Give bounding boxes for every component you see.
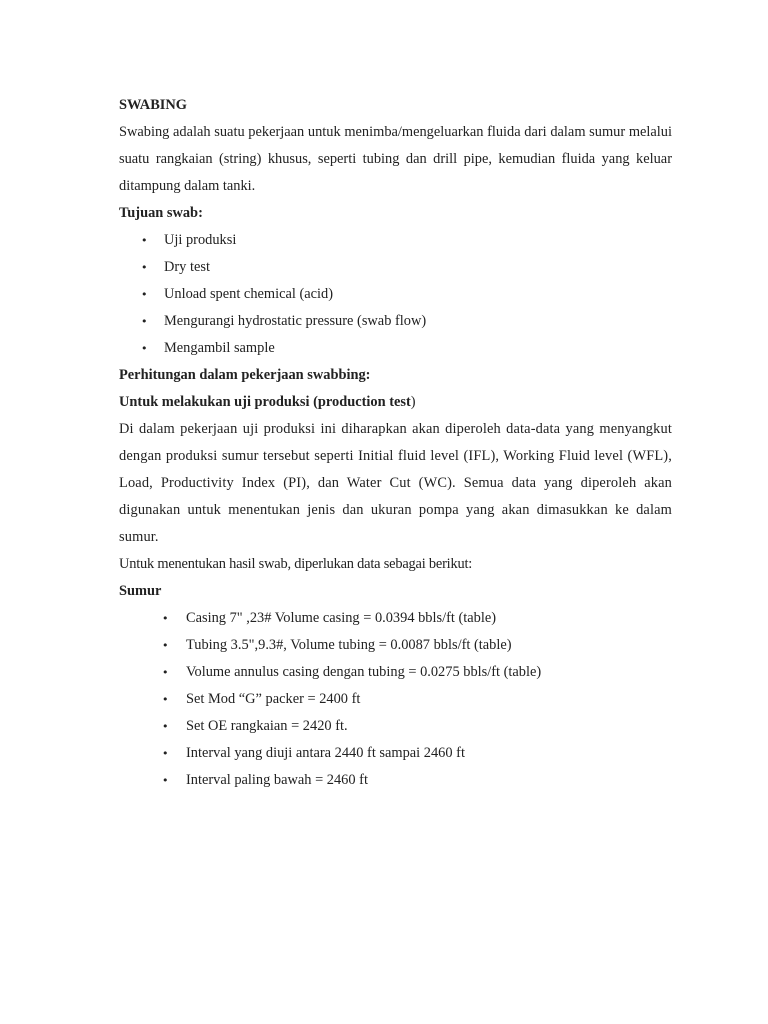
document-page xyxy=(119,92,672,794)
bullet-icon: • xyxy=(162,747,169,760)
bullet-icon: • xyxy=(141,342,148,355)
production-paragraph: Di dalam pekerjaan uji produksi ini diharapkan akan diperoleh data-data yang menyangkut dengan produksi sumur tersebut seperti Initial fluid level (IFL), Working Fluid level (WFL), Load, Productivity Index (PI), dan Water Cut (WC). Semua data yang diperoleh akan digunakan untuk menentukan jenis dan ukuran pompa yang akan dimasukkan ke dalam sumur. xyxy=(119,421,672,545)
list-item xyxy=(119,227,672,254)
document-title: SWABING xyxy=(119,97,187,113)
bullet-icon: • xyxy=(141,234,148,247)
list-item xyxy=(119,767,672,794)
list-item xyxy=(119,335,672,362)
list-item xyxy=(119,740,672,767)
list-item-text: Interval yang diuji antara 2440 ft sampai 2460 ft xyxy=(186,745,465,761)
list-item-text: Tubing 3.5",9.3#, Volume tubing = 0.0087 bbls/ft (table) xyxy=(186,637,512,653)
list-item xyxy=(119,308,672,335)
list-item-text: Set Mod “G” packer = 2400 ft xyxy=(186,691,361,707)
production-test-heading xyxy=(119,389,672,416)
list-item xyxy=(119,713,672,740)
list-item xyxy=(119,281,672,308)
list-item xyxy=(119,254,672,281)
list-item-text: Volume annulus casing dengan tubing = 0.0275 bbls/ft (table) xyxy=(186,664,542,680)
well-heading: Sumur xyxy=(119,583,162,599)
list-item xyxy=(119,605,672,632)
list-item xyxy=(119,632,672,659)
production-test-heading-rest: ) xyxy=(410,394,416,410)
list-item-text: Set OE rangkaian = 2420 ft. xyxy=(186,718,348,734)
bullet-icon: • xyxy=(162,639,169,652)
list-item-text: Casing 7" ,23# Volume casing = 0.0394 bbls/ft (table) xyxy=(186,610,497,626)
bullet-icon: • xyxy=(162,693,169,706)
well-data-list xyxy=(119,605,672,794)
purpose-list xyxy=(119,227,672,362)
bullet-icon: • xyxy=(162,774,169,787)
list-item-text: Mengambil sample xyxy=(164,340,275,356)
intro-paragraph: Swabing adalah suatu pekerjaan untuk menimba/mengeluarkan fluida dari dalam sumur melalui suatu rangkaian (string) khusus, seperti tubing dan drill pipe, kemudian fluida yang keluar ditampung dalam tanki. xyxy=(119,124,672,194)
bullet-icon: • xyxy=(141,315,148,328)
data-intro: Untuk menentukan hasil swab, diperlukan data sebagai berikut: xyxy=(119,556,473,572)
list-item-text: Mengurangi hydrostatic pressure (swab flow) xyxy=(164,313,427,329)
list-item-text: Interval paling bawah = 2460 ft xyxy=(186,772,368,788)
list-item-text: Uji produksi xyxy=(164,232,237,248)
bullet-icon: • xyxy=(141,261,148,274)
calculation-heading: Perhitungan dalam pekerjaan swabbing: xyxy=(119,367,371,383)
list-item xyxy=(119,686,672,713)
list-item-text: Unload spent chemical (acid) xyxy=(164,286,334,302)
purpose-heading: Tujuan swab: xyxy=(119,205,203,221)
list-item xyxy=(119,659,672,686)
list-item-text: Dry test xyxy=(164,259,210,275)
bullet-icon: • xyxy=(162,612,169,625)
production-test-heading-bold: Untuk melakukan uji produksi (production test xyxy=(119,394,411,410)
bullet-icon: • xyxy=(141,288,148,301)
bullet-icon: • xyxy=(162,666,169,679)
bullet-icon: • xyxy=(162,720,169,733)
